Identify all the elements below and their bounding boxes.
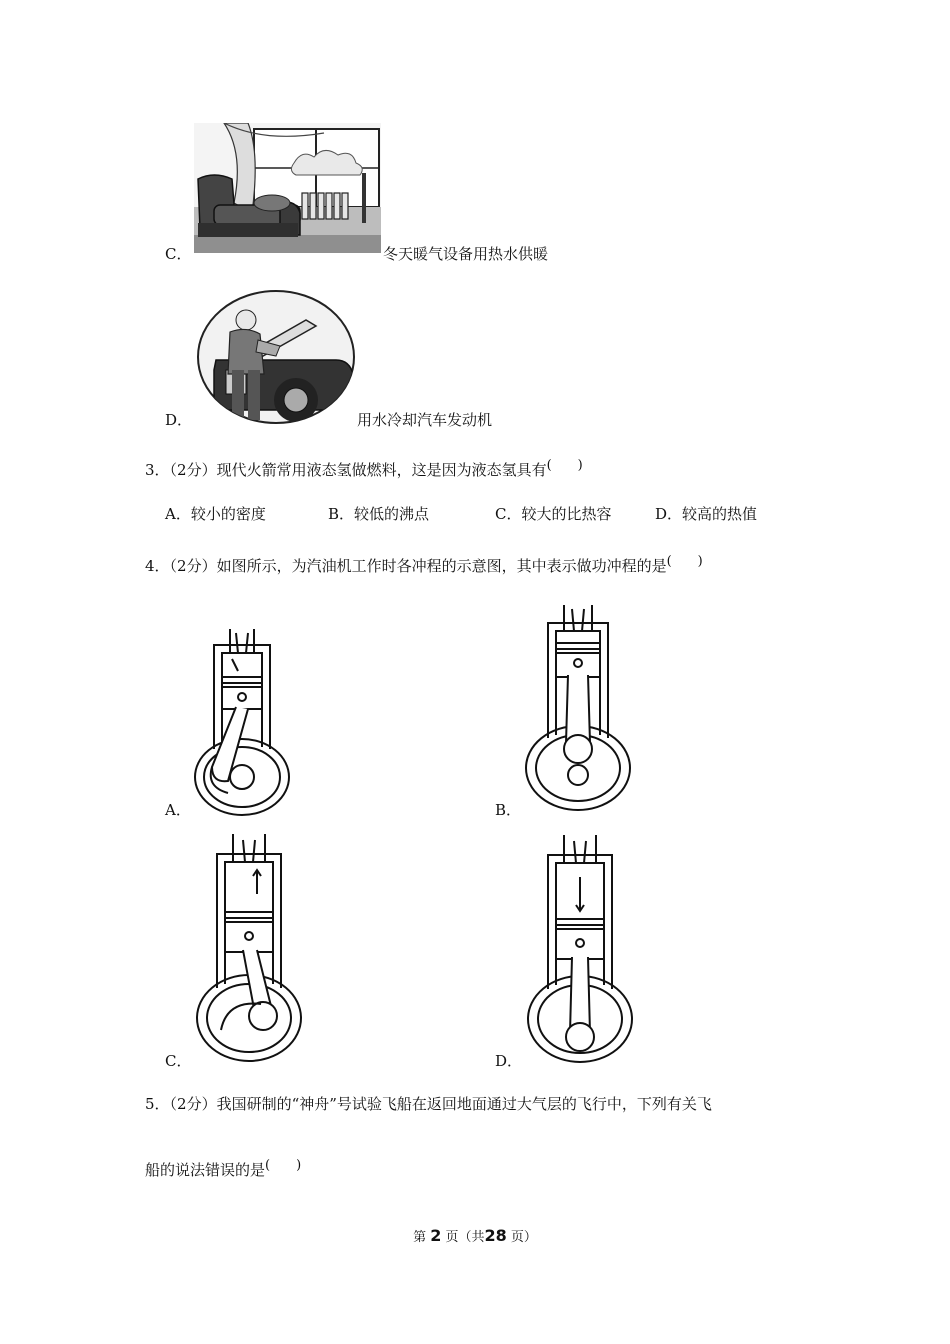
q4-option-c-letter: C． bbox=[165, 1052, 192, 1070]
q4-option-b-letter: B． bbox=[495, 801, 522, 819]
q3-stem bbox=[145, 460, 583, 482]
q3-option-b: B．较低的沸点 bbox=[328, 505, 430, 523]
q5-stem-line1: 5．（2分）我国研制的“神舟”号试验飞船在返回地面通过大气层的飞行中，下列有关飞 bbox=[145, 1095, 712, 1113]
q4-answer-blank: ( ) bbox=[666, 554, 703, 569]
q2-option-d-text: 用水冷却汽车发动机 bbox=[357, 411, 493, 429]
footer-suffix: 页） bbox=[510, 1230, 537, 1245]
q3-option-a: A．较小的密度 bbox=[165, 505, 266, 523]
car-engine-water-illustration bbox=[196, 290, 356, 425]
footer-total-pages: 28 bbox=[484, 1226, 507, 1245]
q3-stem-text: 3．（2分）现代火箭常用液态氢做燃料，这是因为液态氢具有 bbox=[145, 461, 547, 479]
q2-option-c-text: 冬天暖气设备用热水供暖 bbox=[383, 245, 549, 263]
q4-stem-text: 4．（2分）如图所示，为汽油机工作时各冲程的示意图，其中表示做功冲程的是 bbox=[145, 557, 667, 575]
footer-middle: 页（共 bbox=[445, 1230, 485, 1245]
q2-option-d-letter: D． bbox=[165, 411, 193, 429]
q5-answer-blank: ( ) bbox=[265, 1158, 302, 1173]
page-footer bbox=[0, 1226, 950, 1245]
radiator-room-illustration bbox=[194, 123, 381, 253]
q3-option-d: D．较高的热值 bbox=[655, 505, 758, 523]
q4-option-d-letter: D． bbox=[495, 1052, 523, 1070]
engine-stroke-c bbox=[193, 832, 305, 1064]
footer-page-number: 2 bbox=[430, 1226, 442, 1245]
q4-option-a-letter: A． bbox=[165, 801, 191, 819]
q5-stem-text: 船的说法错误的是 bbox=[145, 1161, 266, 1179]
q5-stem-line2 bbox=[145, 1160, 301, 1182]
q2-option-c-letter: C． bbox=[165, 245, 192, 263]
engine-stroke-a bbox=[192, 627, 292, 817]
q3-option-c: C．较大的比热容 bbox=[495, 505, 612, 523]
engine-stroke-b bbox=[522, 603, 634, 813]
footer-prefix: 第 bbox=[413, 1230, 427, 1245]
engine-stroke-d bbox=[524, 833, 636, 1065]
q3-answer-blank: ( ) bbox=[546, 458, 583, 473]
q4-stem bbox=[145, 556, 703, 578]
